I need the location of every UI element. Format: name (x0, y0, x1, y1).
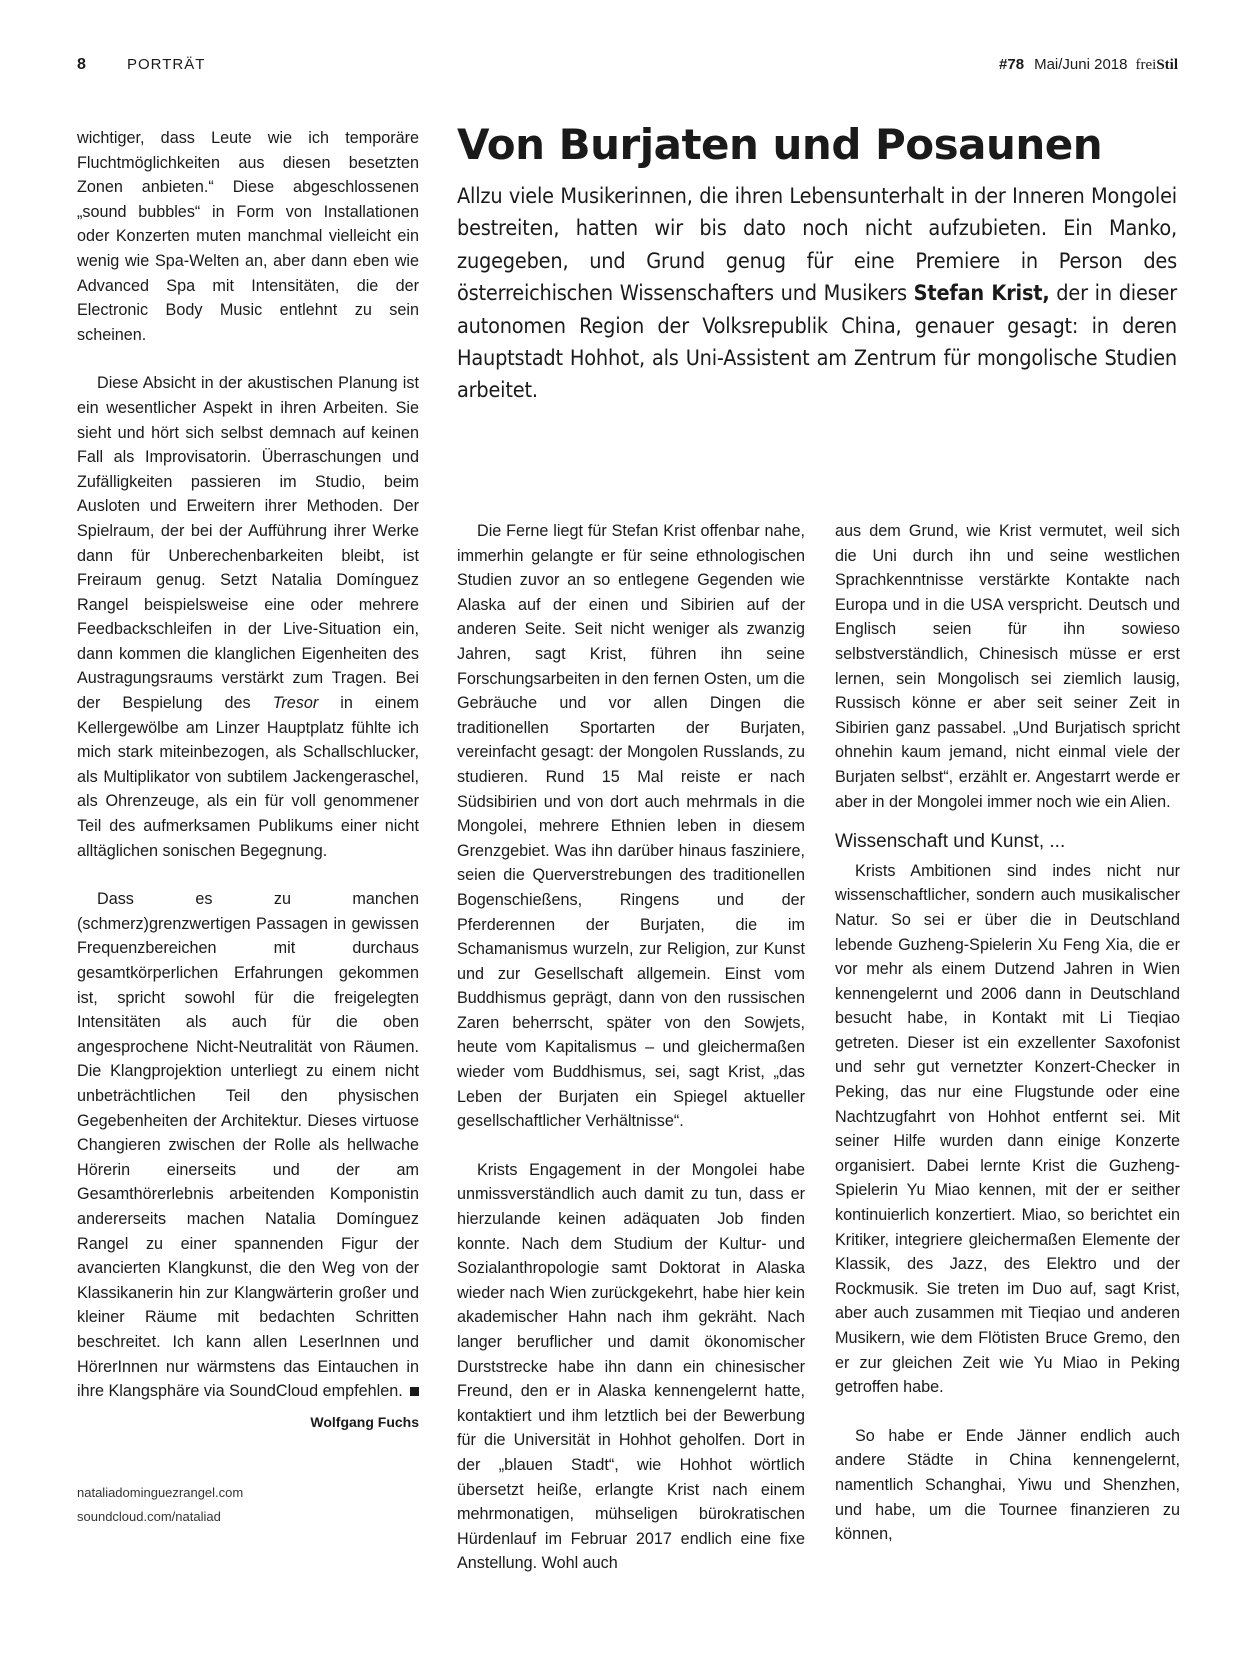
lead-text-start: Allzu viele Musikerinnen, die ihren Lebensunterhalt in der Inneren Mongolei bestreiten, hatten wir bis dato noch nicht aufzubieten. Ein Manko, zugegeben, und Grund genug für eine Premiere in Person des österreichischen Wissenschafters und Musikers (457, 184, 1177, 307)
left-paragraph-2-rest: in einem Kellergewölbe am Linzer Hauptplatz fühlte ich mich stark miteinbezogen, als Schallschlucker, als Multiplikator von subtilem Jackengeraschel, als Ohrenzeuge, als ein für voll genommener Teil des aufmerksamen Publikums einer nicht alltäglichen sonischen Begegnung. (77, 694, 420, 860)
subheading: Wissenschaft und Kunst, ... (835, 831, 1066, 853)
link-list (77, 1481, 243, 1529)
right-paragraph-1: aus dem Grund, wie Krist vermutet, weil sich die Uni durch ihn und seine westlichen Sprachkenntnisse verstärkte Kontakte nach Europa und in die USA verspricht. Deutsch und Englisch seien für ihn sowieso selbstverständlich, Chinesisch müsse er erst lernen, sein Mongolisch sei ziemlich lausig, Russisch könne er aber seit seiner Zeit in Sibirien ganz passabel. „Und Burjatisch spricht ohnehin kaum jemand, nicht einmal viele der Burjaten selbst“, erzählt er. Angestarrt werde er aber in der Mongolei immer noch wie ein Alien. (835, 522, 1180, 811)
link-soundcloud[interactable]: soundcloud.com/nataliad (77, 1509, 221, 1524)
left-column (77, 126, 419, 1434)
lead-person-name: Stefan Krist, (913, 281, 1050, 307)
link-website[interactable]: nataliadominguezrangel.com (77, 1485, 244, 1500)
magazine-logo (1135, 57, 1178, 73)
left-paragraph-2 (77, 371, 419, 863)
left-paragraph-3 (77, 887, 419, 1403)
venue-name: Tresor (272, 694, 319, 713)
lead-text-end: der in dieser autonomen Region der Volksrepublik China, genauer gesagt: in deren Hauptstadt Hohhot, als Uni-Assistent am Zentrum für mongolische Studien arbeitet. (457, 281, 1177, 404)
issue-number: #78 (999, 56, 1025, 73)
logo-prefix: frei (1135, 57, 1157, 73)
left-paragraph-2-text: Diese Absicht in der akustischen Planung ist ein wesentlicher Aspekt in ihren Arbeiten. Sie sieht und hört sich selbst demnach auf keinen Fall als Improvisatorin. Überraschungen und Zufälligkeiten passieren im Studio, beim Ausloten und Erweitern ihrer Methoden. Der Spielraum, der bei der Aufführung ihrer Werke dann für Unberechenbarkeiten bleibt, ist Freiraum genug. Setzt Natalia Domínguez Rangel beispielsweise eine oder mehrere Feedbackschleifen in der Live-Situation ein, dann kommen die klanglichen Eigenheiten des Austragungsraums verstärkt zum Tragen. Bei der Bespielung des (77, 374, 419, 713)
page-number: 8 (77, 56, 86, 73)
end-mark-icon (410, 1387, 419, 1396)
section-label: PORTRÄT (127, 56, 206, 73)
left-paragraph-1: wichtiger, dass Leute wie ich temporäre Fluchtmöglichkeiten aus diesen besetzten Zonen anbieten.“ Diese abgeschlossenen „sound bubbles“ in Form von Installationen oder Konzerten muten manchmal vielleicht ein wenig wie Spa-Welten an, aber dann eben wie Advanced Spa mit Intensitäten, die der Electronic Body Music entlehnt zu sein scheinen. (77, 129, 419, 344)
logo-bold: Stil (1156, 57, 1178, 73)
article-headline: Von Burjaten und Posaunen (457, 120, 1103, 169)
left-paragraph-3-text: Dass es zu manchen (schmerz)grenzwertigen Passagen in gewissen Frequenzbereichen mit durchaus gesamtkörperlichen Erfahrungen gekommen ist, spricht sowohl für die freigelegten Intensitäten als auch für die oben angesprochene Nicht-Neutralität von Räumen. Die Klangprojektion unterliegt zu einem nicht unbeträchtlichen Teil den physischen Gegebenheiten der Architektur. Dieses virtuose Changieren zwischen der Rolle als hellwache Hörerin einerseits und der am Gesamthörerlebnis arbeitenden Komponistin andererseits machen Natalia Domínguez Rangel zu einer spannenden Figur der avancierten Klangkunst, die den Weg von der Klassikanerin hin zur Klangwärterin großer und kleiner Räume mit bedachten Schritten beschreitet. Ich kann allen LeserInnen und HörerInnen nur wärmstens das Eintauchen in ihre Klangsphäre via SoundCloud empfehlen. (77, 890, 419, 1401)
right-column (835, 519, 1180, 1547)
page-header (77, 56, 1178, 80)
author-name: Wolfgang Fuchs (310, 1413, 419, 1430)
right-paragraph-3: So habe er Ende Jänner endlich auch andere Städte in China kennengelernt, namentlich Schanghai, Yiwu und Shenzhen, und habe, um die Tournee finanzieren zu können, (835, 1426, 1180, 1544)
issue-date: Mai/Juni 2018 (1034, 56, 1128, 73)
right-paragraph-2: Krists Ambitionen sind indes nicht nur wissenschaftlicher, sondern auch musikalischer Natur. So sei er über die in Deutschland lebende Guzheng-Spielerin Xu Feng Xia, die er vor mehr als einem Dutzend Jahren in Wien kennengelernt und 2006 dann in Deutschland besucht habe, in Kontakt mit Li Tieqiao getreten. Dieser ist ein exzellenter Saxofonist und sehr gut vernetzter Konzert-Checker in Peking, das nur eine Flugstunde oder eine Nachtzugfahrt von Hohhot entfernt sei. Mit seiner Hilfe wurden dann einige Konzerte organisiert. Dabei lernte Krist die Guzheng-Spielerin Yu Miao kennen, mit der er seither kontinuierlich konzertiert. Miao, so berichtet ein Kritiker, integriere gleichermaßen Elemente der Klassik, des Jazz, des Elektro und der Rockmusik. Sie treten im Duo auf, sagt Krist, aber auch zusammen mit Tieqiao und anderen Musikern, wie dem Flötisten Bruce Gremo, den er zur gleichen Zeit wie Yu Miao in Peking getroffen habe. (835, 861, 1180, 1397)
middle-paragraph-2: Krists Engagement in der Mongolei habe unmissverständlich auch damit zu tun, dass er hierzulande keinen adäquaten Job finden konnte. Nach dem Studium der Kultur- und Sozialanthropologie samt Doktorat in Alaska wieder nach Wien zurückgekehrt, habe hier kein akademischer Hahn nach ihm gekräht. Nach langer beruflicher und damit ökonomischer Durststrecke habe ihn dann ein chinesischer Freund, den er in Alaska kennengelernt hatte, kontaktiert und ihm letztlich bei der Bewerbung für die Universität in Hohhot geholfen. Dort in der „blauen Stadt“, wie Hohhot wörtlich übersetzt heiße, erlangte Krist nach einem mehrmonatigen, mühseligen bürokratischen Hürdenlauf im Februar 2017 endlich eine fixe Anstellung. Wohl auch (457, 1160, 805, 1573)
issue-info (999, 56, 1178, 74)
middle-column (457, 519, 805, 1576)
middle-paragraph-1: Die Ferne liegt für Stefan Krist offenbar nahe, immerhin gelangte er für seine ethnologischen Studien zuvor an so entlegene Gegenden wie Alaska auf der einen und Sibirien auf der anderen Seite. Seit nicht weniger als zwanzig Jahren, sagt Krist, führen ihn seine Forschungsarbeiten in den fernen Osten, um die Gebräuche und vor allen Dingen die traditionellen Sportarten der Burjaten, vereinfacht gesagt: der Mongolen Russlands, zu studieren. Rund 15 Mal reiste er nach Südsibirien und von dort auch mehrmals in die Mongolei, mehrere Ethnien leben in diesem Grenzgebiet. Was ihn darüber hinaus fasziniere, seien die Querverstrebungen des traditionellen Bogenschießens, Ringens und der Pferderennen der Burjaten, die im Schamanismus wurzeln, zur Religion, zur Kunst und zur Gesellschaft allgemein. Einst vom Buddhismus geprägt, dann von den russischen Zaren beherrscht, später von den Sowjets, heute vom Kapitalismus – und gleichermaßen wieder vom Buddhismus, sei, sagt Krist, „das Leben der Burjaten ein Spiegel aktueller gesellschaftlicher Verhältnisse“. (457, 522, 805, 1131)
article-lead (457, 181, 1177, 408)
